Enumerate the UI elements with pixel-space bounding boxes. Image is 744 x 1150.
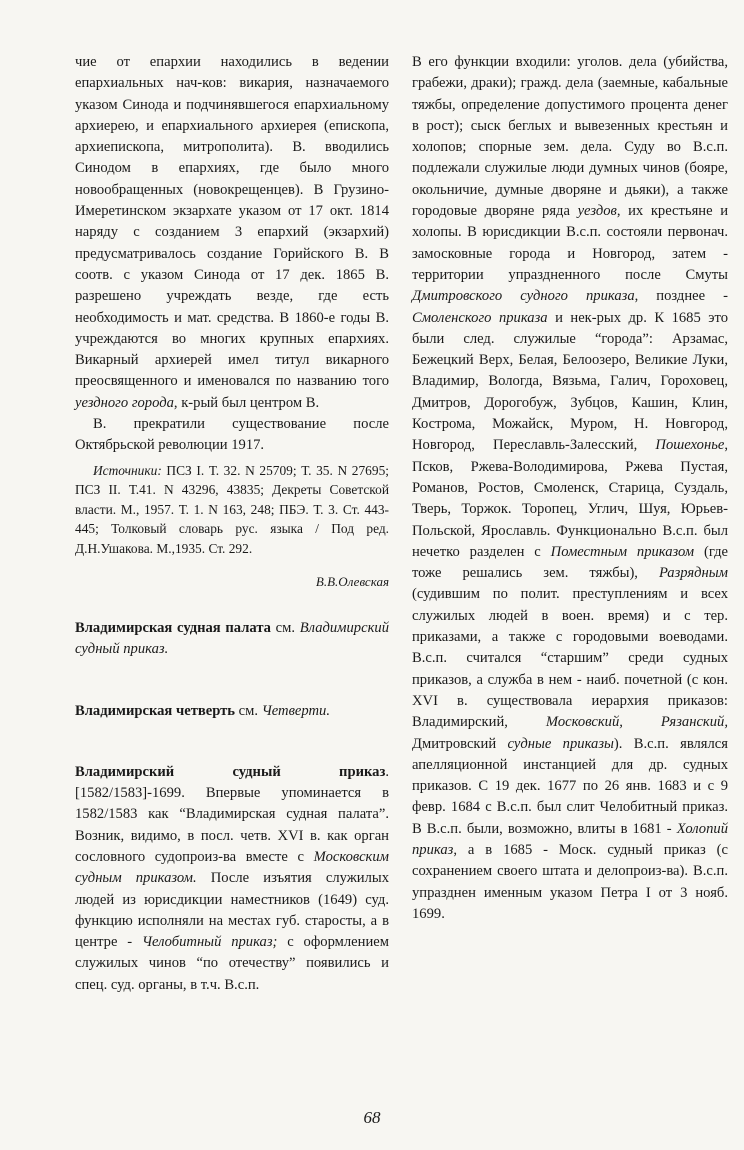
cross-ref[interactable]: Дмитровского судного приказа: [412, 288, 635, 305]
cross-ref[interactable]: Московский, Рязанский,: [545, 714, 728, 731]
cross-ref[interactable]: Разрядным: [658, 565, 728, 582]
cross-ref-uezdnyi-gorod[interactable]: уездного города: [75, 394, 174, 411]
entry-vladimirskii-sudnyi-prikaz: Владимирский судный приказ. [1582/1583]-1699. Впервые упоминается в 1582/1583 как “Владимирская судная палата”. Возник, видимо, в посл. четв. XVI в. как орган сословного судопроиз-ва вместе с Московским судным приказом. После изъятия служилых людей из юрисдикции наместников (1649) суд. функцию исполняли на местах губ. старосты, а в центре - Челобитный приказ; с оформлением служилых чинов “по отечеству” появились и спец. суд. органы, в т.ч. В.с.п.: [75, 763, 390, 993]
paragraph-functions: В его функции входили: уголов. дела (убийства, грабежи, драки); гражд. дела (заемные, кабальные тяжбы, определение допустимого процента денег в рост); сыск беглых и вывезенных крестьян и холопов; спорные зем. дела. Суду во В.с.п. подлежали служилые люди думных чинов (бояре, окольничие, думные дворяне и дьяки), а также городовые дворяне ряда уездов, их крестьяне и холопы. В юрисдикции В.с.п. состояли первонач. замосковные города и Новгород, затем - территории упраздненного после Смуты Дмитровского судного приказа, позднее - Смоленского приказа и нек-рых др. К 1685 это были след. служилые “города”: Арзамас, Бежецкий Верх, Белая, Белоозеро, Великие Луки, Владимир, Вологда, Вязьма, Галич, Гороховец, Дмитров, Дорогобуж, Зубцов, Кашин, Клин, Кострома, Можайск, Муром, Н. Новгород, Новгород, Переславль-Залесский, Пошехонье, Псков, Ржева-Володимирова, Ржева Пустая, Романов, Ростов, Смоленск, Старица, Суздаль, Тверь, Торжок. Торопец, Углич, Шуя, Юрьев-Польской, Ярославль. Функционально В.с.п. был нечетко разделен с Поместным приказом (где тоже решались зем. тяжбы), Разрядным (судившим по полит. преступлениям и всех служилых людей в воен. время) и с тер. приказами, а также с городовыми воеводами. В.с.п. считался “старшим” среди судных приказов, а служба в нем - наиб. почетной (с кон. XVI в. существовала иерархия приказов: Владимирский, Московский, Рязанский, Дмитровский судные приказы). В.с.п. являлся апелляционной инстанцией для др. судных приказов. С 19 дек. 1677 по 26 янв. 1683 и с 9 февр. 1684 с В.с.п. был слит Челобитный приказ. В В.с.п. были, возможно, влиты в 1681 - Холопий приказ, а в 1685 - Моск. судный приказ (с сохранением своего штата и делопроиз-ва). В.с.п. упразднен именным указом Петра I от 3 нояб. 1699.: [412, 54, 729, 922]
entry-title: Владимирская судная палата: [75, 619, 271, 636]
cross-ref[interactable]: Смоленского приказа: [412, 309, 548, 326]
paragraph-vikariatstva: чие от епархии находились в ведении епархиальных нач-ков: викария, назначаемого указом Синода и подчинявшегося епархиальному архиерею, и епархиального архиерея (епископа, архиепископа, митрополита). В. вводились Синодом в епархиях, где было много новообращенных (новокрещенцев). В Грузино-Имеретинском экзархате указом от 17 окт. 1814 наряду с созданием 3 епархий (экзархий) предусматривалось создание Горийского В. В соотв. с указом Синода от 17 дек. 1865 В. разрешено учреждать везде, где есть необходимость и мат. средства. В 1860-е годы В. учреждаются во многих крупных епархиях. Викарный архиерей имел титул викарного преосвященного и именовался по названию того уездного города, к-рый был центром В.: [75, 54, 389, 411]
page-number: 68: [363, 1108, 381, 1127]
right-column: [412, 52, 728, 925]
author-signature: В.В.Олевская: [315, 573, 389, 589]
cross-ref[interactable]: Владимирский судный приказ.: [75, 619, 389, 658]
sources: Источники: ПСЗ I. Т. 32. N 25709; Т. 35. N 27695; ПСЗ II. Т.41. N 43296, 43835; Декреты Советской власти. М., 1957. Т. 1. N 163, 248; ПБЭ. Т. 3. Ст. 443-445; Толковый словарь рус. языка / Под ред. Д.Н.Ушакова. М.,1935. Ст. 292.: [75, 462, 389, 557]
cross-ref[interactable]: Челобитный приказ;: [141, 934, 278, 951]
entry-title: Владимирская четверть: [75, 702, 236, 719]
cross-ref[interactable]: судные приказы: [507, 735, 614, 752]
cross-ref[interactable]: уездов: [577, 203, 617, 220]
entry-vladimirskaya-sudnaya-palata: Владимирская судная палата см. Владимирский судный приказ.: [75, 619, 389, 658]
cross-ref[interactable]: Холопий приказ: [412, 820, 728, 858]
entry-title: Владимирский судный приказ: [75, 763, 386, 780]
left-column: [75, 52, 389, 996]
paragraph-abolished: В. прекратили существование после Октябрьской революции 1917.: [75, 416, 389, 454]
cross-ref[interactable]: Московским судным приказом.: [75, 848, 389, 887]
cross-ref[interactable]: Четверти.: [261, 702, 330, 719]
cross-ref[interactable]: Пошехонье: [655, 437, 725, 454]
cross-ref[interactable]: Поместным приказом: [550, 543, 695, 560]
entry-vladimirskaya-chetvert: Владимирская четверть см. Четверти.: [75, 702, 330, 719]
